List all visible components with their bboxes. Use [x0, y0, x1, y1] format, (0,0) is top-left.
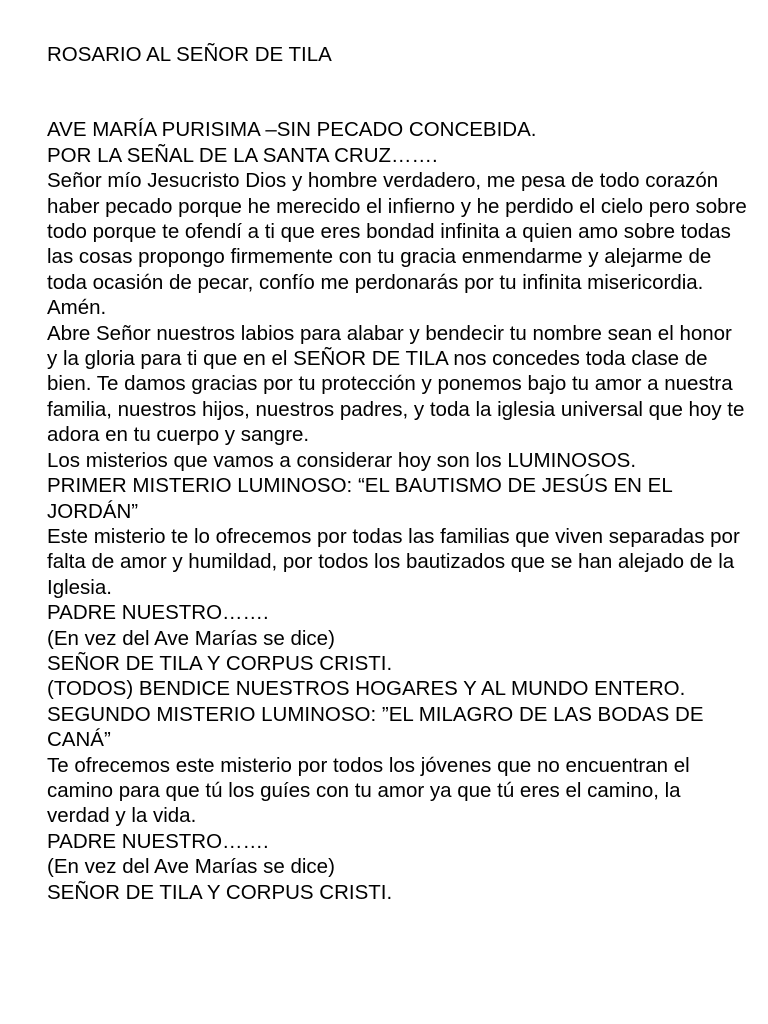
invocation-line: SEÑOR DE TILA Y CORPUS CRISTI. — [47, 880, 393, 904]
mysteries-intro-line: Los misterios que vamos a considerar hoy son los LUMINOSOS. — [47, 448, 637, 472]
document-body — [47, 117, 747, 905]
opening-prayer-paragraph: Abre Señor nuestros labios para alabar y bendecir tu nombre sean el honor y la gloria para ti que en el SEÑOR DE TILA nos concedes toda clase de bien. Te damos gracias por tu protección y ponemos bajo tu amor a nuestra familia, nuestros hijos, nuestros padres, y toda la iglesia universal que hoy te adora en tu cuerpo y sangre. — [47, 321, 745, 447]
document-page — [47, 42, 747, 905]
our-father-line: PADRE NUESTRO……. — [47, 601, 269, 625]
document-title: ROSARIO AL SEÑOR DE TILA — [47, 43, 332, 66]
first-mystery-intention: Este misterio te lo ofrecemos por todas las familias que viven separadas por falta de amor y humildad, por todos los bautizados que se han alejado de la Iglesia. — [47, 524, 740, 599]
second-mystery-heading: SEGUNDO MISTERIO LUMINOSO: ”EL MILAGRO DE LAS BODAS DE CANÁ” — [47, 702, 704, 752]
sign-of-cross-line: POR LA SEÑAL DE LA SANTA CRUZ……. — [47, 143, 438, 167]
invocation-line: SEÑOR DE TILA Y CORPUS CRISTI. — [47, 651, 393, 675]
first-mystery-heading: PRIMER MISTERIO LUMINOSO: “EL BAUTISMO DE JESÚS EN EL JORDÁN” — [47, 474, 672, 523]
greeting-line: AVE MARÍA PURISIMA –SIN PECADO CONCEBIDA. — [47, 118, 537, 142]
instruction-line: (En vez del Ave Marías se dice) — [47, 855, 335, 879]
second-mystery-intention: Te ofrecemos este misterio por todos los jóvenes que no encuentran el camino para que tú los guíes con tu amor ya que tú eres el camino, la verdad y la vida. — [47, 753, 690, 828]
our-father-line: PADRE NUESTRO……. — [47, 829, 269, 853]
response-line: (TODOS) BENDICE NUESTROS HOGARES Y AL MUNDO ENTERO. — [47, 677, 686, 701]
act-of-contrition-paragraph: Señor mío Jesucristo Dios y hombre verdadero, me pesa de todo corazón haber pecado porque he merecido el infierno y he perdido el cielo pero sobre todo porque te ofendí a ti que eres bondad infinita a quien amo sobre todas las cosas propongo firmemente con tu gracia enmendarme y alejarme de toda ocasión de pecar, confío me perdonarás por tu infinita misericordia. Amén. — [47, 169, 747, 320]
instruction-line: (En vez del Ave Marías se dice) — [47, 626, 335, 650]
